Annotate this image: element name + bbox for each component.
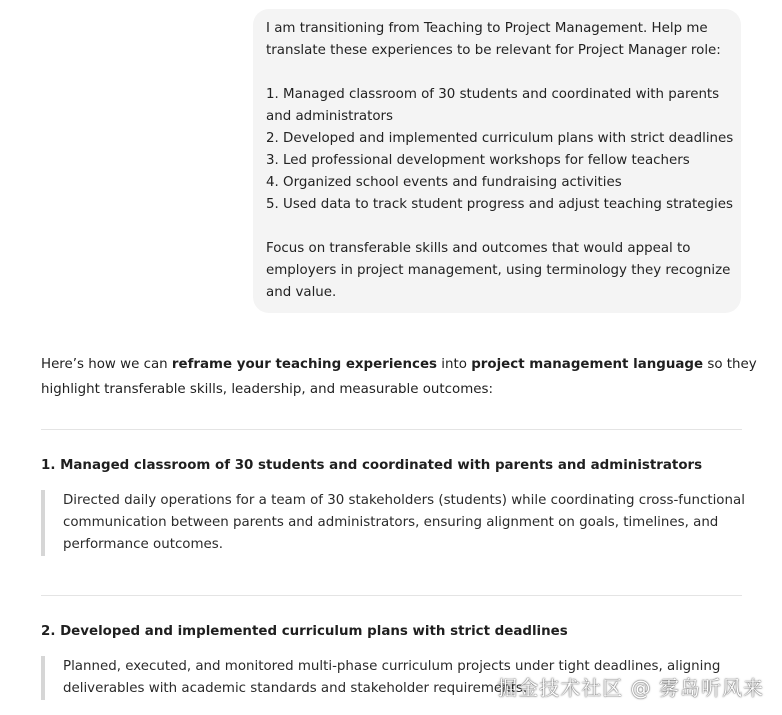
watermark-text: 掘金技术社区 @ 雾岛听风来 [497,676,764,700]
blockquote-line: Directed daily operations for a team of 30 stakeholders (students) while coordinating cross-functional [63,493,745,508]
intro-text: highlight transferable skills, leadership, and measurable outcomes: [41,382,493,397]
user-message-bubble [253,9,741,313]
user-list-item: 5. Used data to track student progress and adjust teaching strategies [266,197,733,212]
user-message-line: I am transitioning from Teaching to Project Management. Help me [266,21,708,36]
blockquote-line: Planned, executed, and monitored multi-phase curriculum projects under tight deadlines, aligning [63,659,721,674]
bottom-fade [0,703,782,715]
user-message-line: and value. [266,285,337,300]
intro-text: Here’s how we can [41,357,172,372]
assistant-intro [41,352,757,402]
section-blockquote [41,490,745,556]
intro-bold-text: project management language [471,357,704,372]
user-list-item: 1. Managed classroom of 30 students and coordinated with parents [266,87,720,102]
section-title: 1. Managed classroom of 30 students and coordinated with parents and administrators [41,458,703,473]
blockquote-line: performance outcomes. [63,537,224,552]
intro-text: into [437,357,472,372]
section-title: 2. Developed and implemented curriculum plans with strict deadlines [41,624,568,639]
user-list-item: 3. Led professional development workshops for fellow teachers [266,153,690,168]
section-divider [41,429,742,430]
section-divider [41,595,742,596]
user-message-line: employers in project management, using terminology they recognize [266,263,731,278]
user-list-item: 2. Developed and implemented curriculum plans with strict deadlines [266,131,734,146]
intro-bold-text: reframe your teaching experiences [171,357,438,372]
intro-text: so they [703,357,757,372]
user-list-item: 4. Organized school events and fundraising activities [266,175,622,190]
user-message-line: Focus on transferable skills and outcomes that would appeal to [266,241,691,256]
blockquote-line: deliverables with academic standards and stakeholder requirements. [63,681,528,696]
blockquote-line: communication between parents and administrators, ensuring alignment on goals, timelines, and [63,515,719,530]
user-list-item: and administrators [266,109,393,124]
user-message-line: translate these experiences to be relevant for Project Manager role: [266,43,721,58]
